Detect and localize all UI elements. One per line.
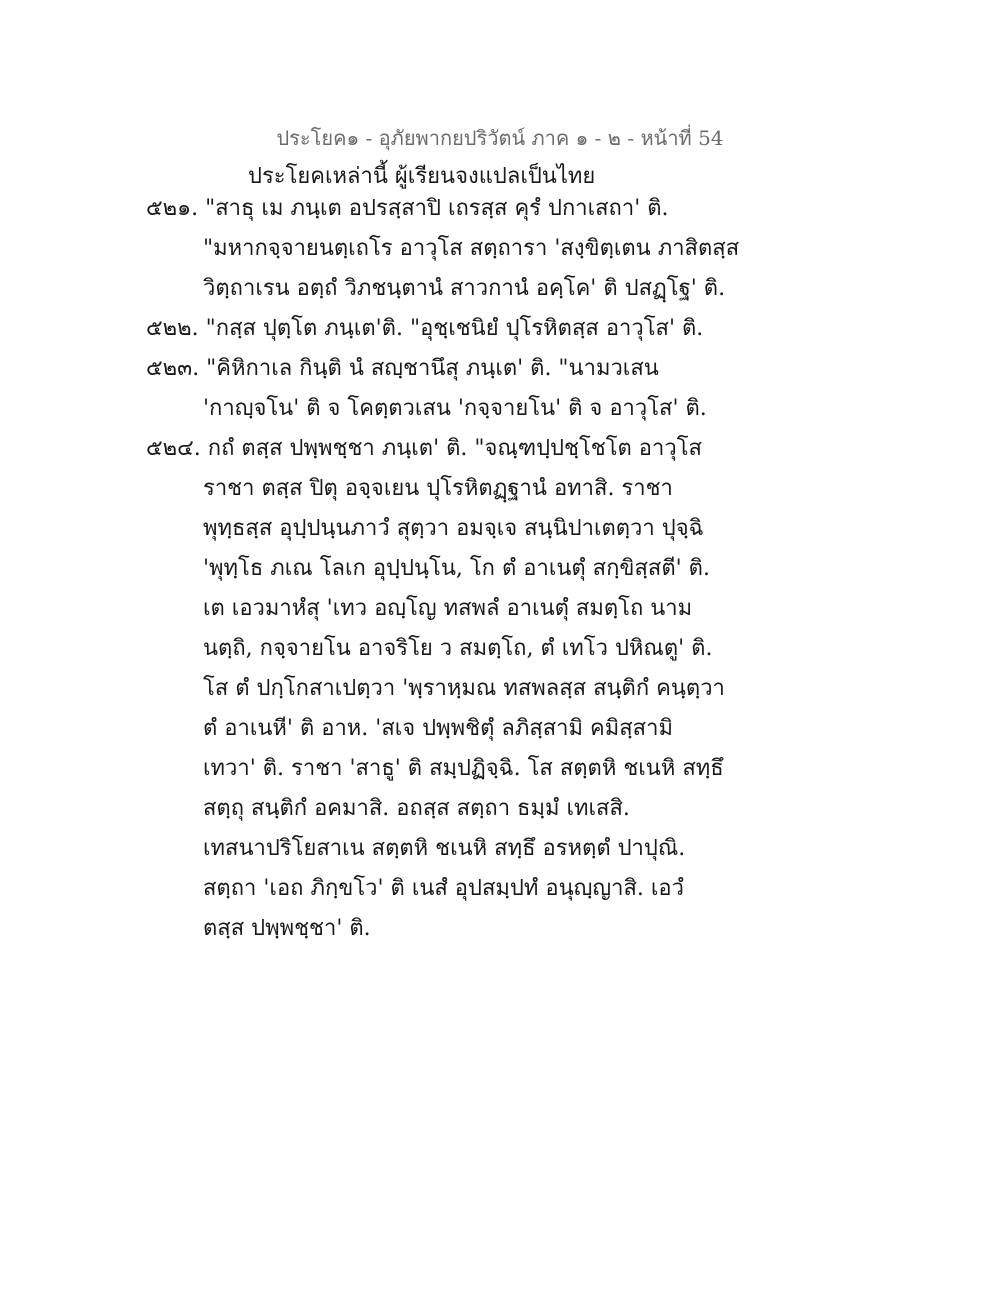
text-line-524-6: นตฺถิ, กจฺจายโน อาจริโย ว สมตฺโถ, ตํ เทโว ปหิณตู' ติ. bbox=[203, 636, 713, 661]
section-title: ประโยคเหล่านี้ ผู้เรียนจงแปลเป็นไทย bbox=[248, 164, 596, 189]
text-line-524-5: เต เอวมาหํสุ 'เทว อญฺโญ ทสพลํ อาเนตุํ สมตฺโถ นาม bbox=[203, 596, 693, 621]
text-line-523-2: 'กาญฺจโน' ติ จ โคตฺตวเสน 'กจฺจายโน' ติ จ อาวุโส' ติ. bbox=[203, 396, 707, 421]
text-line-524-9: เทวา' ติ. ราชา 'สาธู' ติ สมฺปฏิจฺฉิ. โส สตฺตหิ ชเนหิ สทฺธึ bbox=[203, 756, 724, 781]
header-text: ประโยค๑ - อุภัยพากยปริวัตน์ ภาค ๑ - ๒ - หน้าที่ 54 bbox=[276, 126, 724, 150]
text-line-524-13: ตสฺส ปพฺพชฺชา' ติ. bbox=[203, 916, 371, 941]
text-line-522: ๕๒๒. "กสฺส ปุตฺโต ภนฺเต'ติ. "อุชฺเชนิยํ ปุโรหิตสฺส อาวุโส' ติ. bbox=[146, 316, 704, 341]
text-line-524-3: พุทฺธสฺส อุปฺปนฺนภาวํ สุตฺวา อมจฺเจ สนฺนิปาเตตฺวา ปุจฺฉิ bbox=[203, 516, 704, 541]
text-line-524-11: เทสนาปริโยสาเน สตฺตหิ ชเนหิ สทฺธึ อรหตฺตํ ปาปุณิ. bbox=[203, 836, 686, 861]
text-line-521: ๕๒๑. "สาธุ เม ภนฺเต อปรสฺสาปิ เถรสฺส คุรํ ปกาเสถา' ติ. bbox=[146, 196, 669, 221]
text-line-524-8: ตํ อาเนหี' ติ อาห. 'สเจ ปพฺพชิตุํ ลภิสฺสามิ คมิสฺสามิ bbox=[203, 716, 673, 741]
text-line-524-10: สตฺถุ สนฺติกํ อคมาสิ. อถสฺส สตฺถา ธมฺมํ เทเสสิ. bbox=[203, 796, 630, 821]
text-line-521-2: "มหากจฺจายนตฺเถโร อาวุโส สตฺถารา 'สงฺขิตฺเตน ภาสิตสฺส bbox=[203, 236, 740, 261]
text-line-524-2: ราชา ตสฺส ปิตุ อจฺจเยน ปุโรหิตฏฺฐานํ อทาสิ. ราชา bbox=[203, 476, 673, 501]
text-line-524: ๕๒๔. กถํ ตสฺส ปพฺพชฺชา ภนฺเต' ติ. "จณฺฑปฺปชฺโชโต อาวุโส bbox=[146, 436, 702, 461]
text-line-523: ๕๒๓. "คิหิกาเล กินฺติ นํ สญฺชานึสุ ภนฺเต' ติ. "นามวเสน bbox=[146, 356, 659, 381]
text-line-524-7: โส ตํ ปกฺโกสาเปตฺวา 'พฺราหฺมณ ทสพลสฺส สนฺติกํ คนฺตฺวา bbox=[203, 676, 725, 701]
page-header bbox=[0, 122, 1000, 154]
text-line-524-12: สตฺถา 'เอถ ภิกฺขโว' ติ เนสํ อุปสมฺปทํ อนุญฺญาสิ. เอวํ bbox=[203, 876, 684, 901]
text-line-521-3: วิตฺถาเรน อตฺถํ วิภชนฺตานํ สาวกานํ อคฺโค' ติ ปสฏฺโฐ' ติ. bbox=[203, 276, 726, 301]
text-line-524-4: 'พุทฺโธ ภเณ โลเก อุปฺปนฺโน, โก ตํ อาเนตุํ สกฺขิสฺสตี' ติ. bbox=[203, 556, 710, 581]
